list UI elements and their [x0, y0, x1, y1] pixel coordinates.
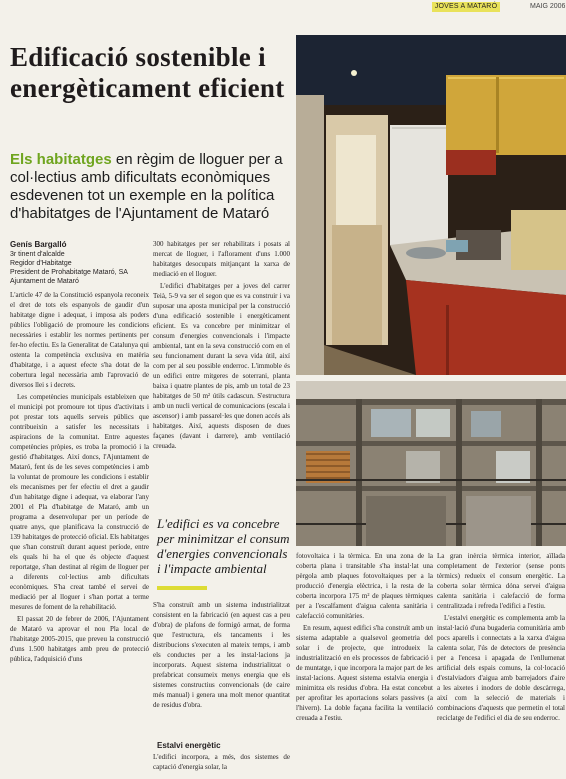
paragraph: L'estalvi energètic es complementa amb la instal·lació d'una bugaderia comunitària amb pocs aparells i connectats a la xarxa d'aigua calenta solar, l'ús de detectors de presència per a l'encesa i apagada de l'enllumenat artificial dels espais comuns, la col·locació d'estalviadors d'aigua amb barrejadors d'aire a les aixetes i inodors de doble descàrrega, així com la selecció de materials i combinacions d'aquests que permetin el total reciclatge de l'edifici el dia de seu enderroc.	[437, 614, 565, 722]
text-column-3	[296, 551, 433, 779]
paragraph: L'edifici d'habitatges per a joves del carrer Teià, 5-9 va ser el segon que es va construir i va suposar una aposta municipal per la construcció d'una edificació sostenible i energèticament eficient. Es va concebre per minimitzar el consum d'energies convencionals i l'impacte ambiental, tant en la seva construcció com en el seu funcionament durant la seva vida útil, així com per al seu possible enderroc. L'immoble és un edifici entre mitgeres de soterrani, planta baixa i quatre plantes de pis, amb un total de 23 habitatges de 50 m² útils cadascun. S'estructura amb un nucli vertical de comunicacions (escala i ascensor) i amb passarel·les que donen accés als habitatges. Així, aquests disposen de dues façanes (davant i darrere), amb ventilació creuada.	[153, 282, 290, 450]
paragraph: S'ha construït amb un sistema industrialitzat consistent en la fabricació (en aquest cas a peu d'obra) de plafons de formigó armat, de forma que l'estructura, els tancaments i les distribucions s'executen al mateix temps, i amb els conductes per a les instal·lacions ja incorporats. Aquest sistema industrialitzat o prefabricat consumeix menys energia que els sistemes constructius convencionals (de caire més manual) i genera una molt menor quantitat de residus d'obra.	[153, 601, 290, 709]
pull-quote: L'edifici es va concebre per minimitzar el consum d'energies convencionals i l'impacte ambiental	[157, 516, 290, 576]
paragraph: L'edifici incorpora, a més, dos sistemes de captació d'energia solar, la	[153, 753, 290, 771]
kitchen-photo-illustration	[296, 35, 566, 375]
issue-date: MAIG 2006	[530, 3, 566, 10]
author-name: Genís Bargalló	[10, 240, 67, 249]
article-headline: Edificació sostenible i energèticament eficient	[10, 42, 285, 103]
pull-quote-rule	[157, 586, 207, 590]
page-header	[0, 0, 566, 16]
deck-lead: Els habitatges	[10, 151, 112, 168]
author-title-line: 3r tinent d'alcalde	[10, 251, 65, 258]
building-courtyard-photo	[296, 381, 566, 546]
text-column-1	[10, 290, 149, 778]
author-title-line: President de Prohabitatge Mataró, SA	[10, 269, 128, 276]
text-column-2	[153, 239, 290, 516]
building-photo-illustration	[296, 381, 566, 546]
text-column-2-continued	[153, 600, 290, 740]
section-subhead: Estalvi energètic	[157, 741, 221, 750]
paragraph: L'article 47 de la Constitució espanyola reconeix el dret de tots els espanyols de gaudir d'un habitatge digne i adequat, i imposa als poders públics l'obligació de promoure les condicions necessàries i establir les normes pertinents per fer-ho efectiu. Es la Generalitat de Catalunya qui ostenta la competència exclusiva en matèria d'habitatge, i a aquest efecte s'ha dotat de la cobertura legal necessària amb l'aprovació de diversos llei s i decrets.	[10, 291, 149, 389]
paragraph: La gran inèrcia tèrmica interior, aïllada completament de l'exterior (sense ponts tèrmics) redueix el consum energètic. La coberta solar tèrmica dóna servei d'aigua calenta sanitària i calefacció de forma centralitzada i refreda l'edifici a l'estiu.	[437, 552, 565, 610]
paragraph: El passat 20 de febrer de 2006, l'Ajuntament de Mataró va aprovar el nou Pla local de l'habitatge 2005-2015, que preveu la construcció d'uns 1.500 habitatges amb preu de protecció pública, l'adquisició d'uns	[10, 615, 149, 663]
author-byline	[10, 240, 150, 286]
text-column-2-end	[153, 752, 290, 779]
author-title-line: Regidor d'Habitatge	[10, 260, 72, 267]
text-column-4	[437, 551, 565, 779]
article-deck	[10, 151, 295, 223]
section-tag: JOVES A MATARÓ	[432, 2, 500, 12]
paragraph: En resum, aquest edifici s'ha construït amb un sistema adaptable a qualsevol geometria del solar i de projecte, que introdueix la industrialització en els processos de fabricació i de muntatge, i que incorpora la major part de les instal·lacions. Aquest sistema estalvia energia i minimitza els residus d'obra. Ha estat concebut per aprofitar les aportacions solars passives (a l'hivern). La doble façana facilita la ventilació creuada a l'estiu.	[296, 624, 433, 722]
kitchen-photo	[296, 35, 566, 375]
paragraph: Les competències municipals estableixen que el municipi pot promoure tot tipus d'activitats i pot prestar tots aquells serveis públics que contribueixin a satisfer les necessitats i aspiracions de la comunitat. Entre aquestes competències pròpies, es troba la promoció i la gestió d'habitatges. Així doncs, l'Ajuntament de Mataró, fent ús de les seves competències i amb la voluntat de promoure les condicions i establir els mecanismes per fer efectiu el dret a gaudir d'un habitatge digne i adequat, va elaborar l'any 2001 el Pla d'habitatge de Mataró, amb un programa a desenvolupar per un període de quatre anys, que planificava la construcció de 139 habitatges de protecció oficial. Els habitatges que s'han construït durant aquest període, entre els quals hi ha el que és objecte d'aquest reportatge, s'han destinat al règim de lloguer per a diferents col·lectius amb dificultats econòmiques. S'ha creat també el servei de mediació per al lloguer i s'han portat a terme mesures de foment de la rehabilitació.	[10, 393, 149, 611]
author-title-line: Ajuntament de Mataró	[10, 278, 79, 285]
deck-rest: en règim de lloguer per a col·lectius amb dificultats econòmiques esdevenen tot un exemple en la política d'habitatges de l'Ajuntament de Mataró	[10, 151, 283, 222]
paragraph: fotovoltaica i la tèrmica. En una zona de la coberta plana i transitable s'ha instal·lat una pèrgola amb plaques fotovoltaiques per a la producció d'energia elèctrica, i la resta de la coberta incorpora 175 m² de plaques tèrmiques per a l'escalfament d'aigua calenta sanitària i calefacció comunitàries.	[296, 552, 433, 620]
paragraph: 300 habitatges per ser rehabilitats i posats al mercat de lloguer, i l'aflorament d'uns 1.000 habitatges desocupats mitjançant la xarxa de mediació en el lloguer.	[153, 240, 290, 278]
